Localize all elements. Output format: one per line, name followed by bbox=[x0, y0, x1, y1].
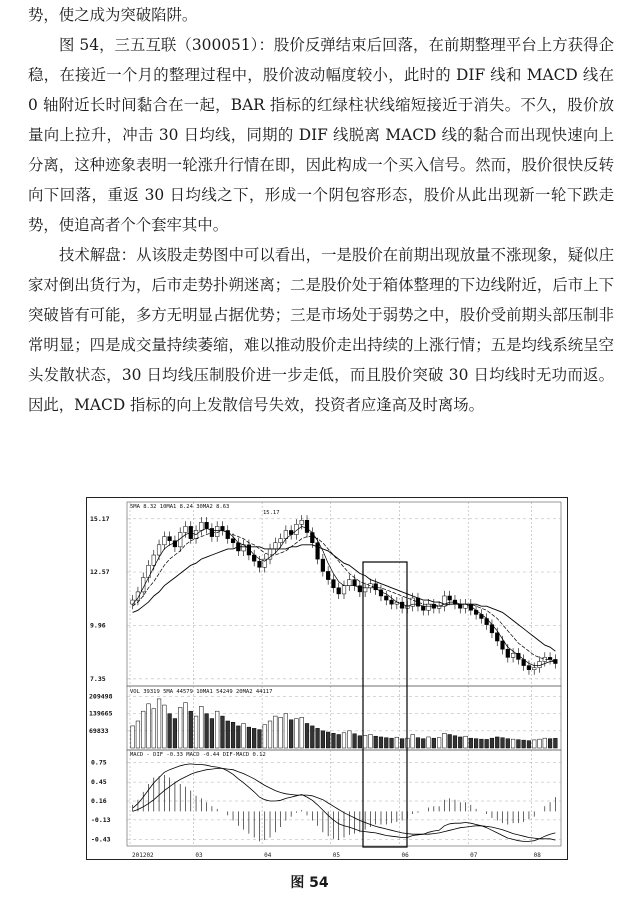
volume-bar-1 bbox=[136, 721, 140, 748]
candle-13 bbox=[199, 522, 203, 530]
volume-bar-14 bbox=[205, 714, 209, 748]
volume-bar-79 bbox=[548, 739, 552, 748]
volume-bar-8 bbox=[173, 719, 177, 748]
volume-bar-30 bbox=[289, 720, 293, 748]
volume-bar-5 bbox=[157, 699, 161, 748]
candle-19 bbox=[231, 539, 235, 543]
candle-26 bbox=[268, 549, 272, 559]
volume-bar-25 bbox=[263, 725, 267, 748]
volume-bar-58 bbox=[437, 738, 441, 748]
volume-bar-75 bbox=[527, 741, 531, 748]
vol-tick-2: 69833 bbox=[89, 726, 109, 735]
candle-55 bbox=[421, 606, 425, 610]
volume-bar-56 bbox=[427, 737, 431, 748]
volume-bar-7 bbox=[168, 714, 172, 748]
candle-35 bbox=[316, 543, 320, 559]
macd-panel bbox=[133, 764, 556, 842]
candle-48 bbox=[384, 596, 388, 600]
volume-bar-69 bbox=[495, 737, 499, 748]
macd-tick-0: 0.75 bbox=[91, 758, 107, 767]
paragraph-2: 技术解盘：从该股走势图中可以看出，一是股价在前期出现放量不涨现象，疑似庄家对倒出货行为，后市走势扑朔迷离；二是股价处于箱体整理的下边线附近，后市上下突破皆有可能，多方无明显占据优势；三是市场处于弱势之中，股价受前期头部压制非常明显；四是成交量持续萎缩，难以推动股价走出持续的上涨行情；五是均线系统呈空头发散状态，30 日均线压制股价进一步走低，而且股价突破 30 日均线时无功而返。因此，MACD 指标的向上发散信号失效，投资者应逢高及时离场。 bbox=[28, 246, 614, 414]
volume-bar-21 bbox=[242, 723, 246, 748]
volume-bar-74 bbox=[522, 740, 526, 748]
candle-16 bbox=[215, 526, 219, 536]
candle-28 bbox=[279, 539, 283, 543]
volume-bar-46 bbox=[374, 736, 378, 748]
candle-36 bbox=[321, 559, 325, 571]
volume-bar-10 bbox=[184, 703, 188, 748]
x-tick-3: 05 bbox=[332, 852, 341, 859]
volume-bar-59 bbox=[443, 733, 447, 748]
candle-27 bbox=[273, 543, 277, 549]
volume-bar-23 bbox=[252, 728, 256, 748]
candle-71 bbox=[506, 649, 510, 657]
volume-bar-65 bbox=[474, 739, 478, 748]
candle-14 bbox=[205, 522, 209, 528]
volume-bar-40 bbox=[342, 733, 346, 748]
macd-tick-3: -0.13 bbox=[91, 815, 111, 824]
stock-chart-figure bbox=[86, 497, 568, 860]
candle-44 bbox=[363, 588, 367, 592]
candle-43 bbox=[358, 586, 362, 592]
candle-41 bbox=[347, 580, 351, 586]
volume-bar-17 bbox=[221, 716, 225, 748]
volume-bar-62 bbox=[458, 737, 462, 748]
volume-bar-70 bbox=[501, 738, 505, 748]
volume-bar-15 bbox=[210, 719, 214, 748]
paragraph-1: 图 54，三五互联（300051）：股价反弹结束后回落，在前期整理平台上方获得企稳，在接近一个月的整理过程中，股价波动幅度较小，此时的 DIF 线和 MACD 线在 0 轴附近长时间黏合在一起，BAR 指标的红绿柱状线缩短接近于消失。不久，股价放量向上拉升，冲击 30 日均线，同期的 DIF 线脱离 MACD 线的黏合而出现快速向上分离，这种迹象表明一轮涨升行情在即，因此构成一个买入信号。然而，股价很快反转向下回落，重返 30 日均线之下，形成一个阴包容形态，股价从此出现新一轮下跌走势，使追高者个个套牢其中。 bbox=[28, 36, 614, 234]
peak-label: 15.17 bbox=[263, 510, 280, 516]
volume-bar-39 bbox=[337, 735, 341, 749]
volume-bar-26 bbox=[268, 721, 272, 748]
volume-bar-0 bbox=[131, 726, 135, 748]
volume-bar-71 bbox=[506, 739, 510, 748]
candle-39 bbox=[337, 588, 341, 594]
volume-bar-18 bbox=[226, 721, 230, 748]
candle-45 bbox=[369, 584, 373, 588]
volume-bar-13 bbox=[199, 706, 203, 748]
candle-10 bbox=[184, 526, 188, 532]
candle-6 bbox=[162, 537, 166, 545]
volume-bar-48 bbox=[384, 738, 388, 748]
chart-grid bbox=[127, 502, 561, 846]
vol-legend: VOL 39319 5MA 44579 10MA1 54249 20MA2 44117 bbox=[130, 689, 273, 695]
volume-bar-53 bbox=[411, 735, 415, 749]
volume-bar-44 bbox=[363, 735, 367, 748]
candle-77 bbox=[538, 661, 542, 667]
price-tick-0: 15.17 bbox=[90, 514, 110, 523]
macd-tick-1: 0.45 bbox=[91, 778, 107, 787]
volume-bar-51 bbox=[400, 739, 404, 748]
candle-49 bbox=[390, 600, 394, 604]
volume-bar-16 bbox=[215, 711, 219, 748]
volume-bar-68 bbox=[490, 738, 494, 748]
candle-40 bbox=[342, 586, 346, 594]
volume-bar-72 bbox=[511, 739, 515, 748]
volume-bar-37 bbox=[326, 732, 330, 748]
volume-bar-41 bbox=[347, 731, 351, 748]
volume-bar-45 bbox=[369, 735, 373, 749]
price-tick-1: 12.57 bbox=[90, 568, 110, 577]
volume-bar-43 bbox=[358, 736, 362, 748]
volume-bar-73 bbox=[517, 740, 521, 748]
x-tick-1: 03 bbox=[195, 852, 203, 859]
price-panel bbox=[131, 515, 557, 675]
x-tick-2: 04 bbox=[264, 852, 272, 859]
volume-bar-80 bbox=[554, 738, 558, 748]
candle-56 bbox=[427, 604, 431, 610]
volume-bar-47 bbox=[379, 737, 383, 748]
volume-bar-29 bbox=[284, 714, 288, 748]
figure-caption: 图 54 bbox=[290, 875, 329, 891]
volume-bar-77 bbox=[538, 739, 542, 748]
candle-4 bbox=[152, 555, 156, 565]
volume-bar-49 bbox=[390, 738, 394, 748]
candle-62 bbox=[458, 604, 462, 608]
volume-bar-9 bbox=[178, 708, 182, 749]
volume-bar-54 bbox=[416, 738, 420, 748]
paragraph-0: 势，使之成为突破陷阱。 bbox=[28, 6, 198, 24]
candle-76 bbox=[532, 668, 536, 670]
volume-bar-33 bbox=[305, 723, 309, 748]
price-legend: 5MA 8.32 10MA1 8.24 30MA2 8.63 bbox=[130, 504, 230, 510]
volume-bar-61 bbox=[453, 736, 457, 748]
candle-7 bbox=[168, 537, 172, 541]
vol-tick-0: 209498 bbox=[89, 692, 113, 701]
stock-chart bbox=[87, 498, 567, 859]
volume-bar-63 bbox=[464, 736, 468, 748]
volume-bar-19 bbox=[231, 722, 235, 748]
candle-32 bbox=[300, 520, 304, 524]
article-text bbox=[28, 0, 614, 420]
volume-bar-31 bbox=[295, 719, 299, 748]
volume-bar-36 bbox=[321, 731, 325, 748]
candle-69 bbox=[495, 633, 499, 641]
volume-bar-11 bbox=[189, 711, 193, 748]
vol-tick-1: 139665 bbox=[89, 709, 113, 718]
volume-bar-28 bbox=[279, 717, 283, 748]
volume-bar-20 bbox=[236, 726, 240, 748]
volume-bar-6 bbox=[162, 705, 166, 748]
macd-tick-2: 0.16 bbox=[91, 797, 107, 805]
volume-bar-12 bbox=[194, 716, 198, 748]
x-tick-5: 07 bbox=[470, 852, 478, 859]
volume-bar-3 bbox=[147, 704, 151, 748]
price-tick-3: 7.35 bbox=[90, 674, 106, 683]
volume-bar-67 bbox=[485, 739, 489, 748]
volume-bar-34 bbox=[310, 726, 314, 748]
candle-42 bbox=[353, 580, 357, 586]
volume-bar-78 bbox=[543, 738, 547, 748]
candle-17 bbox=[221, 526, 225, 530]
candle-70 bbox=[501, 641, 505, 649]
volume-bar-4 bbox=[152, 709, 156, 748]
volume-bar-66 bbox=[480, 739, 484, 748]
candle-37 bbox=[326, 571, 330, 579]
candle-5 bbox=[157, 545, 161, 555]
volume-bar-27 bbox=[273, 716, 277, 748]
candle-51 bbox=[400, 602, 404, 608]
volume-bar-57 bbox=[432, 738, 436, 748]
volume-bar-32 bbox=[300, 717, 304, 748]
macd-legend: MACD - DIF -0.33 MACD -0.44 DIF-MACD 0.12 bbox=[130, 752, 266, 758]
volume-bar-64 bbox=[469, 738, 473, 748]
candle-67 bbox=[485, 618, 489, 624]
volume-bar-22 bbox=[247, 727, 251, 748]
volume-bar-76 bbox=[532, 740, 536, 748]
candle-38 bbox=[332, 580, 336, 588]
volume-bar-60 bbox=[448, 735, 452, 749]
volume-bar-50 bbox=[395, 737, 399, 748]
volume-bar-24 bbox=[258, 730, 262, 748]
candle-33 bbox=[305, 520, 309, 532]
price-tick-2: 9.96 bbox=[90, 621, 106, 630]
x-tick-6: 08 bbox=[533, 852, 541, 859]
volume-bar-42 bbox=[353, 734, 357, 748]
x-tick-0: 201202 bbox=[132, 852, 154, 859]
candle-60 bbox=[448, 596, 452, 600]
candle-72 bbox=[511, 653, 515, 657]
chart-labels bbox=[89, 504, 541, 859]
volume-bar-38 bbox=[332, 733, 336, 748]
volume-bar-2 bbox=[141, 711, 145, 748]
volume-bar-35 bbox=[316, 728, 320, 748]
x-tick-4: 06 bbox=[401, 852, 409, 859]
candle-75 bbox=[527, 666, 531, 670]
volume-panel bbox=[131, 699, 557, 748]
volume-bar-55 bbox=[421, 739, 425, 748]
candle-24 bbox=[258, 561, 262, 567]
macd-tick-4: -0.43 bbox=[91, 835, 111, 844]
